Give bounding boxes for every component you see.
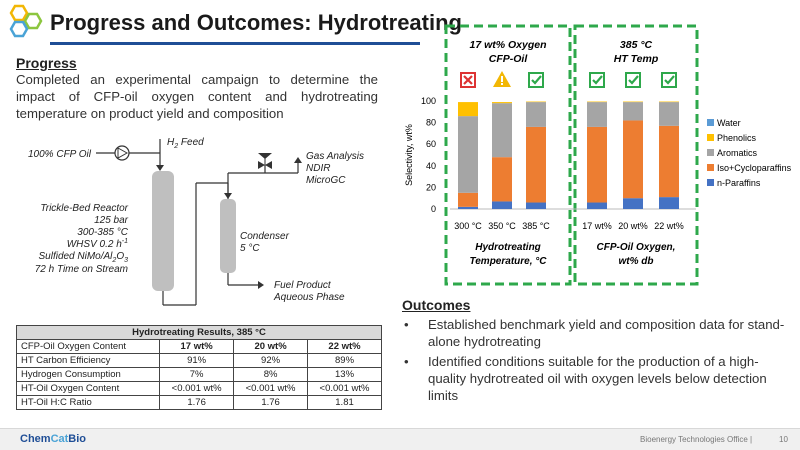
x-tick-label: 300 °C: [454, 221, 482, 231]
gas-label-1: Gas Analysis: [306, 151, 364, 162]
progress-text: Completed an experimental campaign to determine the impact of CFP-oil oxygen content and hydrotreating temperature on product yield and composition: [16, 72, 378, 121]
x-tick-label: 17 wt%: [582, 221, 612, 231]
bar-segment: [623, 102, 643, 120]
reactor-label-1: Trickle-Bed Reactor: [40, 203, 128, 214]
legend-label: Aromatics: [717, 148, 758, 158]
y-tick-label: 20: [425, 182, 436, 193]
results-table: [16, 325, 382, 410]
h2-feed-label: $H_2$ Feed: [167, 137, 204, 150]
legend-swatch: [707, 179, 714, 186]
table-row: [17, 368, 382, 382]
legend-swatch: [707, 164, 714, 171]
group-header: 17 wt% Oxygen: [469, 39, 547, 51]
check-box-icon: [662, 73, 676, 87]
table-cell: HT-Oil H:C Ratio: [17, 396, 160, 410]
bar-segment: [526, 102, 546, 103]
legend-swatch: [707, 149, 714, 156]
group-header: CFP-Oil: [488, 53, 528, 65]
table-header-cell: 20 wt%: [234, 340, 308, 354]
table-caption-row: [17, 326, 382, 340]
gas-arrow-icon: [294, 157, 302, 163]
table-header-cell: CFP-Oil Oxygen Content: [17, 340, 160, 354]
table-row: [17, 396, 382, 410]
table-caption: Hydrotreating Results, 385 °C: [17, 326, 382, 340]
x-mark-icon: [464, 76, 472, 84]
table-row: [17, 354, 382, 368]
valve-icon: [258, 161, 265, 169]
y-tick-label: 100: [420, 96, 436, 106]
check-box-icon: [626, 73, 640, 87]
bullet-icon: •: [404, 317, 409, 332]
footer-office: Bioenergy Technologies Office |: [640, 435, 753, 444]
feed-label: 100% CFP Oil: [28, 149, 91, 160]
x-tick-label: 385 °C: [522, 221, 550, 231]
bar-segment: [492, 157, 512, 201]
bar-segment: [492, 102, 512, 103]
group-x-label: Temperature, °C: [469, 256, 547, 267]
group-x-label: Hydrotreating: [475, 242, 541, 253]
bar-segment: [659, 126, 679, 197]
legend-label: Iso+Cycloparaffins: [717, 163, 792, 173]
outcomes-list: [402, 316, 786, 407]
bar-segment: [623, 102, 643, 103]
group-x-label: CFP-Oil Oxygen,: [596, 242, 676, 253]
table-header-cell: 22 wt%: [308, 340, 382, 354]
reactor-label-catalyst: Sulfided NiMo/$Al_2O_3$: [38, 251, 128, 264]
table-cell: HT-Oil Oxygen Content: [17, 382, 160, 396]
bar-segment: [458, 102, 478, 116]
feed-arrow-icon: [156, 165, 164, 171]
reactor-label-3: 300-385 °C: [77, 227, 128, 238]
legend-label: Phenolics: [717, 133, 757, 143]
check-mark-icon: [532, 76, 541, 83]
table-cell: HT Carbon Efficiency: [17, 354, 160, 368]
bar-segment: [659, 197, 679, 209]
table-cell: 7%: [160, 368, 234, 382]
table-cell: Hydrogen Consumption: [17, 368, 160, 382]
legend-label: n-Paraffins: [717, 178, 761, 188]
product-label-2: Aqueous Phase: [274, 292, 345, 303]
page-title: Progress and Outcomes: Hydrotreating: [50, 10, 462, 35]
bar-segment: [526, 203, 546, 209]
bar-segment: [458, 207, 478, 209]
product-arrow-icon: [258, 281, 264, 289]
valve-actuator-icon: [258, 153, 272, 159]
process-diagram: [0, 125, 400, 320]
reactor-label-time: 72 h Time on Stream: [34, 264, 128, 275]
condenser-label-1: Condenser: [240, 231, 289, 242]
footer: [0, 428, 800, 450]
gas-label-3: MicroGC: [306, 175, 346, 186]
table-cell: 1.81: [308, 396, 382, 410]
title-underline: [50, 42, 420, 45]
bar-segment: [526, 102, 546, 127]
table-cell: <0.001 wt%: [234, 382, 308, 396]
y-tick-label: 40: [425, 160, 436, 171]
check-mark-icon: [629, 76, 638, 83]
condenser-label-2: 5 °C: [240, 243, 260, 254]
y-tick-label: 0: [430, 204, 436, 214]
check-box-icon: [590, 73, 604, 87]
group-header: HT Temp: [613, 53, 659, 65]
table-cell: 8%: [234, 368, 308, 382]
bar-segment: [659, 102, 679, 126]
outcome-item: [402, 353, 786, 404]
y-tick-label: 80: [425, 117, 436, 128]
bullet-icon: •: [404, 354, 409, 369]
bar-segment: [492, 201, 512, 209]
bar-segment: [526, 127, 546, 203]
bar-segment: [659, 102, 679, 103]
table-cell: <0.001 wt%: [308, 382, 382, 396]
valve-icon-2: [265, 161, 272, 169]
y-axis-label: Selectivity, wt%: [404, 124, 414, 186]
legend-label: Water: [717, 118, 741, 128]
table-header-row: [17, 340, 382, 354]
bar-segment: [492, 103, 512, 157]
check-mark-icon: [665, 76, 674, 83]
product-label-1: Fuel Product: [274, 280, 331, 291]
table-cell: <0.001 wt%: [160, 382, 234, 396]
bar-segment: [458, 193, 478, 207]
table-row: [17, 382, 382, 396]
group-x-label: wt% db: [618, 256, 654, 267]
table-cell: 89%: [308, 354, 382, 368]
outcome-text: Identified conditions suitable for the production of a high-quality hydrotreated oil with oxygen levels below detection limits: [428, 354, 767, 403]
table-cell: 91%: [160, 354, 234, 368]
footer-logo: ChemCatBio: [20, 433, 87, 445]
check-box-icon: [529, 73, 543, 87]
legend-swatch: [707, 119, 714, 126]
bar-segment: [587, 127, 607, 203]
page-number: 10: [779, 435, 788, 444]
bar-segment: [587, 102, 607, 127]
y-tick-label: 60: [425, 139, 436, 150]
bar-segment: [587, 203, 607, 209]
outcome-item: [402, 316, 786, 350]
gas-label-2: NDIR: [306, 163, 331, 174]
progress-heading: Progress: [16, 55, 77, 71]
x-tick-label: 350 °C: [488, 221, 516, 231]
bar-segment: [623, 198, 643, 209]
bar-segment: [458, 116, 478, 193]
reactor-label-whsv: WHSV 0.2 $h^{-1}$: [66, 238, 128, 250]
outcome-text: Established benchmark yield and composition data for stand-alone hydrotreating: [428, 317, 785, 349]
bar-segment: [623, 120, 643, 198]
legend-swatch: [707, 134, 714, 141]
table-header-cell: 17 wt%: [160, 340, 234, 354]
warning-dot-icon: [501, 83, 503, 85]
group-header: 385 °C: [619, 39, 653, 51]
x-tick-label: 22 wt%: [654, 221, 684, 231]
outcomes-heading: Outcomes: [402, 297, 471, 313]
bar-segment: [587, 102, 607, 103]
reactor-vessel: [152, 171, 174, 291]
x-tick-label: 20 wt%: [618, 221, 648, 231]
table-cell: 92%: [234, 354, 308, 368]
table-cell: 1.76: [160, 396, 234, 410]
warning-mark-icon: [501, 76, 503, 82]
condenser-vessel: [220, 199, 236, 273]
reactor-label-2: 125 bar: [94, 215, 128, 226]
selectivity-chart: [400, 22, 800, 292]
check-mark-icon: [593, 76, 602, 83]
table-cell: 13%: [308, 368, 382, 382]
hexagon-logo-icon: [4, 4, 48, 48]
table-cell: 1.76: [234, 396, 308, 410]
